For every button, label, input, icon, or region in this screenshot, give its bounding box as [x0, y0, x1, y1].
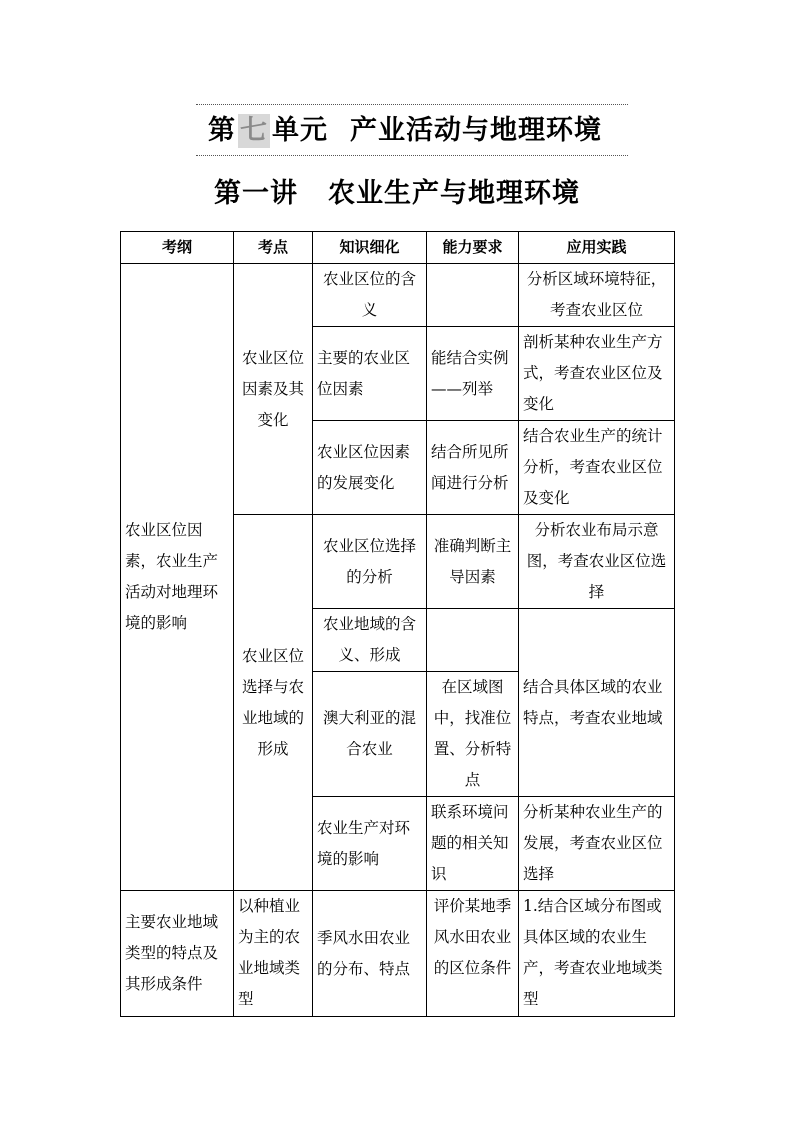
practice-cell: 1.结合区域分布图或具体区域的农业生产，考查农业地域类型 — [519, 891, 675, 1017]
header-ability: 能力要求 — [427, 232, 519, 264]
table-header-row — [121, 232, 675, 264]
lecture-title — [0, 174, 794, 214]
knowledge-cell: 农业区位的含义 — [313, 264, 427, 327]
outline-cell: 主要农业地域类型的特点及其形成条件 — [121, 891, 234, 1017]
ability-cell: 准确判断主导因素 — [427, 515, 519, 609]
syllabus-table — [120, 231, 675, 1017]
lecture-name: 农业生产与地理环境 — [328, 178, 580, 209]
unit-prefix: 第 — [208, 115, 236, 146]
unit-number: 七 — [240, 115, 268, 146]
knowledge-cell: 农业区位因素的发展变化 — [313, 421, 427, 515]
ability-cell: 评价某地季风水田农业的区位条件 — [427, 891, 519, 1017]
practice-cell: 结合农业生产的统计分析，考查农业区位及变化 — [519, 421, 675, 515]
practice-cell: 结合具体区域的农业特点，考查农业地域 — [519, 609, 675, 797]
practice-cell: 分析农业布局示意图，考查农业区位选择 — [519, 515, 675, 609]
point-cell: 以种植业为主的农业地域类型 — [234, 891, 313, 1017]
header-point: 考点 — [234, 232, 313, 264]
knowledge-cell: 主要的农业区位因素 — [313, 327, 427, 421]
dotted-rule-top — [196, 104, 628, 105]
header-practice: 应用实践 — [519, 232, 675, 264]
practice-cell: 分析区域环境特征，考查农业区位 — [519, 264, 675, 327]
dotted-rule-bottom — [196, 155, 628, 156]
ability-cell: 能结合实例——列举 — [427, 327, 519, 421]
lecture-label: 第一讲 — [214, 178, 298, 209]
point-cell: 农业区位因素及其变化 — [234, 264, 313, 515]
ability-cell: 联系环境问题的相关知识 — [427, 797, 519, 891]
outline-cell: 农业区位因素，农业生产活动对地理环境的影响 — [121, 264, 234, 891]
ability-cell: 结合所见所闻进行分析 — [427, 421, 519, 515]
ability-cell — [427, 609, 519, 672]
table-row — [121, 891, 675, 1017]
practice-cell: 剖析某种农业生产方式，考查农业区位及变化 — [519, 327, 675, 421]
ability-cell: 在区域图中，找准位置、分析特点 — [427, 672, 519, 797]
header-outline: 考纲 — [121, 232, 234, 264]
practice-cell: 分析某种农业生产的发展，考查农业区位选择 — [519, 797, 675, 891]
unit-title — [208, 114, 602, 148]
knowledge-cell: 季风水田农业的分布、特点 — [313, 891, 427, 1017]
knowledge-cell: 农业地域的含义、形成 — [313, 609, 427, 672]
unit-header — [196, 104, 628, 156]
header-knowledge: 知识细化 — [313, 232, 427, 264]
table-row — [121, 264, 675, 327]
unit-suffix: 单元 — [272, 115, 328, 146]
point-cell: 农业区位选择与农业地域的形成 — [234, 515, 313, 891]
knowledge-cell: 农业生产对环境的影响 — [313, 797, 427, 891]
knowledge-cell: 澳大利亚的混合农业 — [313, 672, 427, 797]
knowledge-cell: 农业区位选择的分析 — [313, 515, 427, 609]
unit-name: 产业活动与地理环境 — [350, 115, 602, 146]
ability-cell — [427, 264, 519, 327]
